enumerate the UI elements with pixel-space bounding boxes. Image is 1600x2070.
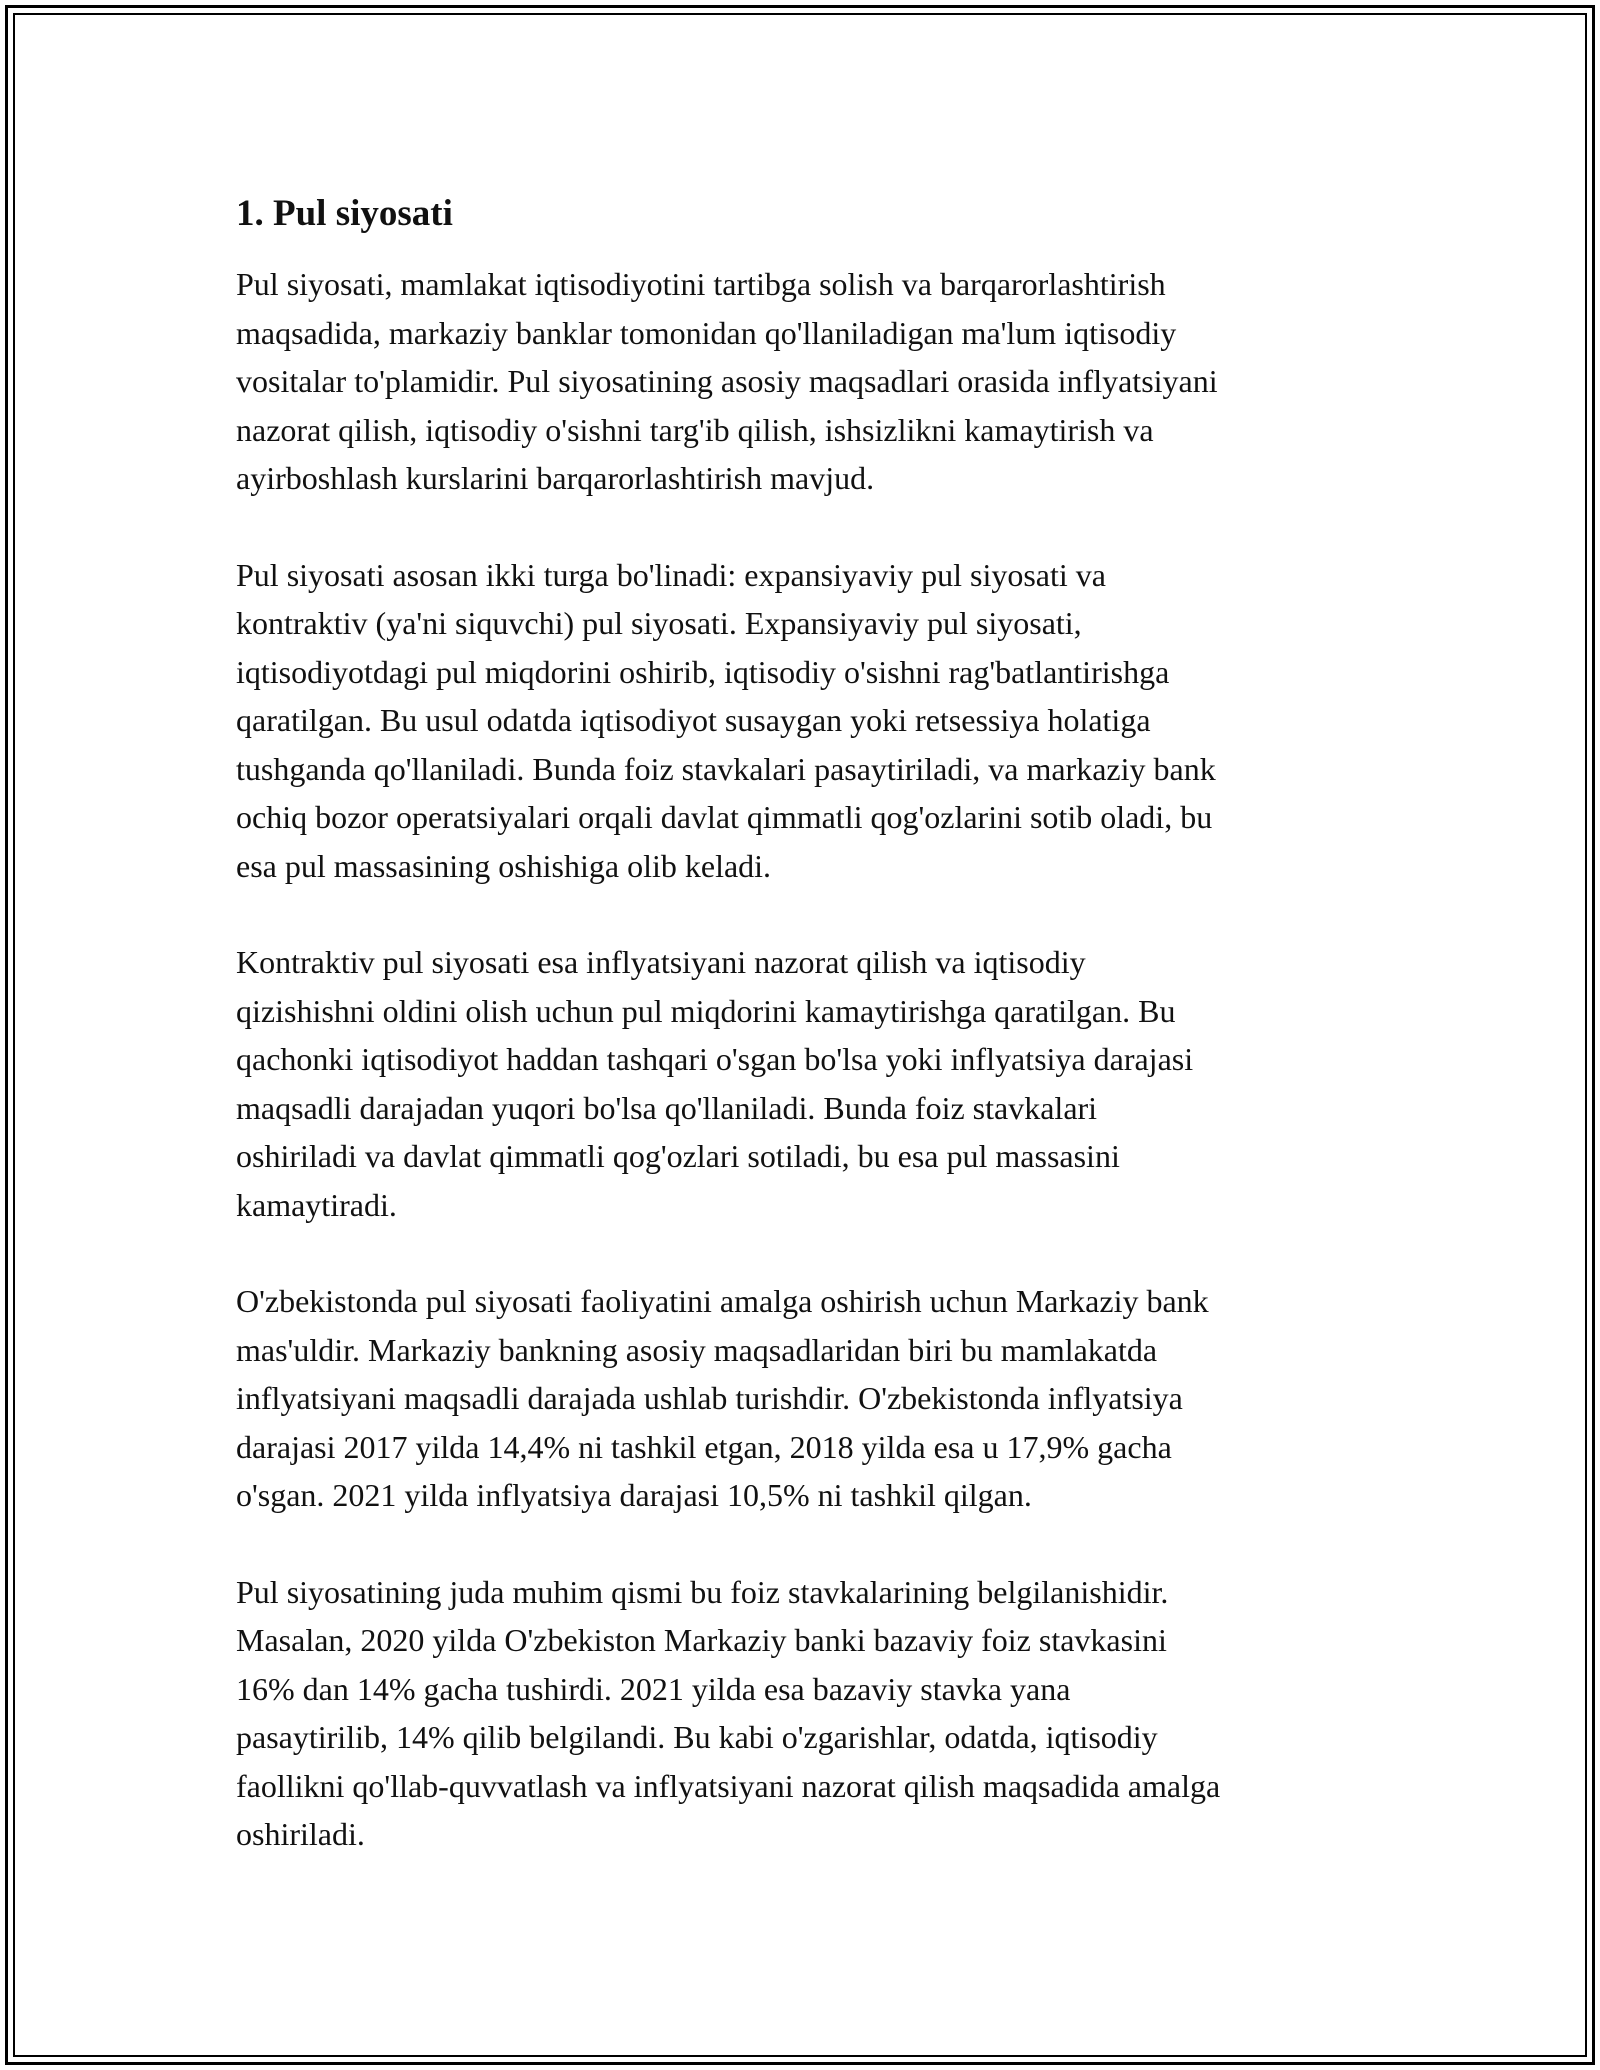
- paragraph-line: ochiq bozor operatsiyalari orqali davlat qimmatli qog'ozlarini sotib oladi, bu: [236, 799, 1213, 835]
- paragraph-line: oshiriladi va davlat qimmatli qog'ozlari sotiladi, bu esa pul massasini: [236, 1138, 1120, 1174]
- paragraph-2: [236, 551, 1386, 891]
- paragraph-line: Pul siyosatining juda muhim qismi bu foiz stavkalarining belgilanishidir.: [236, 1573, 1169, 1610]
- paragraph-line: oshiriladi.: [236, 1816, 365, 1852]
- paragraph-line: inflyatsiyani maqsadli darajada ushlab turishdir. O'zbekistonda inflyatsiya: [236, 1380, 1183, 1416]
- paragraph-line: Kontraktiv pul siyosati esa inflyatsiyani nazorat qilish va iqtisodiy: [236, 944, 1086, 980]
- paragraph-1: [236, 260, 1386, 503]
- paragraph-line: qaratilgan. Bu usul odatda iqtisodiyot susaygan yoki retsessiya holatiga: [236, 702, 1151, 738]
- document-body: [236, 190, 1386, 1907]
- section-heading: 1. Pul siyosati: [236, 193, 453, 234]
- paragraph-line: vositalar to'plamidir. Pul siyosatining asosiy maqsadlari orasida inflyatsiyani: [236, 363, 1218, 399]
- paragraph-line: nazorat qilish, iqtisodiy o'sishni targ'ib qilish, ishsizlikni kamaytirish va: [236, 411, 1154, 448]
- paragraph-line: kontraktiv (ya'ni siquvchi) pul siyosati. Expansiyaviy pul siyosati,: [236, 605, 1082, 641]
- paragraph-line: darajasi 2017 yilda 14,4% ni tashkil etgan, 2018 yilda esa u 17,9% gacha: [236, 1428, 1172, 1465]
- paragraph-line: o'sgan. 2021 yilda inflyatsiya darajasi 10,5% ni tashkil qilgan.: [236, 1477, 1032, 1513]
- paragraph-line: qizishishni oldini olish uchun pul miqdorini kamaytirishga qaratilgan. Bu: [236, 992, 1176, 1029]
- paragraph-line: Pul siyosati asosan ikki turga bo'linadi: expansiyaviy pul siyosati va: [236, 556, 1106, 593]
- paragraph-line: Masalan, 2020 yilda O'zbekiston Markaziy banki bazaviy foiz stavkasini: [236, 1622, 1167, 1658]
- paragraph-line: O'zbekistonda pul siyosati faoliyatini amalga oshirish uchun Markaziy bank: [236, 1283, 1209, 1319]
- paragraph-line: esa pul massasining oshishiga olib keladi.: [236, 847, 772, 884]
- paragraph-line: pasaytirilib, 14% qilib belgilandi. Bu kabi o'zgarishlar, odatda, iqtisodiy: [236, 1719, 1158, 1755]
- paragraph-line: maqsadida, markaziy banklar tomonidan qo'llaniladigan ma'lum iqtisodiy: [236, 314, 1177, 351]
- paragraph-line: faollikni qo'llab-quvvatlash va inflyatsiyani nazorat qilish maqsadida amalga: [236, 1767, 1221, 1804]
- paragraph-5: [236, 1568, 1386, 1859]
- paragraph-line: iqtisodiyotdagi pul miqdorini oshirib, iqtisodiy o'sishni rag'batlantirishga: [236, 653, 1170, 690]
- paragraph-line: ayirboshlash kurslarini barqarorlashtirish mavjud.: [236, 460, 875, 496]
- paragraph-line: tushganda qo'llaniladi. Bunda foiz stavkalari pasaytiriladi, va markaziy bank: [236, 750, 1216, 787]
- paragraph-line: Pul siyosati, mamlakat iqtisodiyotini tartibga solish va barqarorlashtirish: [236, 266, 1166, 302]
- paragraph-3: [236, 938, 1386, 1229]
- paragraph-line: mas'uldir. Markaziy bankning asosiy maqsadlaridan biri bu mamlakatda: [236, 1331, 1158, 1368]
- paragraph-line: 16% dan 14% gacha tushirdi. 2021 yilda esa bazaviy stavka yana: [236, 1670, 1071, 1707]
- paragraph-line: qachonki iqtisodiyot haddan tashqari o'sgan bo'lsa yoki inflyatsiya darajasi: [236, 1041, 1194, 1077]
- paragraph-4: [236, 1277, 1386, 1520]
- paragraph-line: kamaytiradi.: [236, 1186, 397, 1223]
- paragraph-line: maqsadli darajadan yuqori bo'lsa qo'llaniladi. Bunda foiz stavkalari: [236, 1089, 1098, 1126]
